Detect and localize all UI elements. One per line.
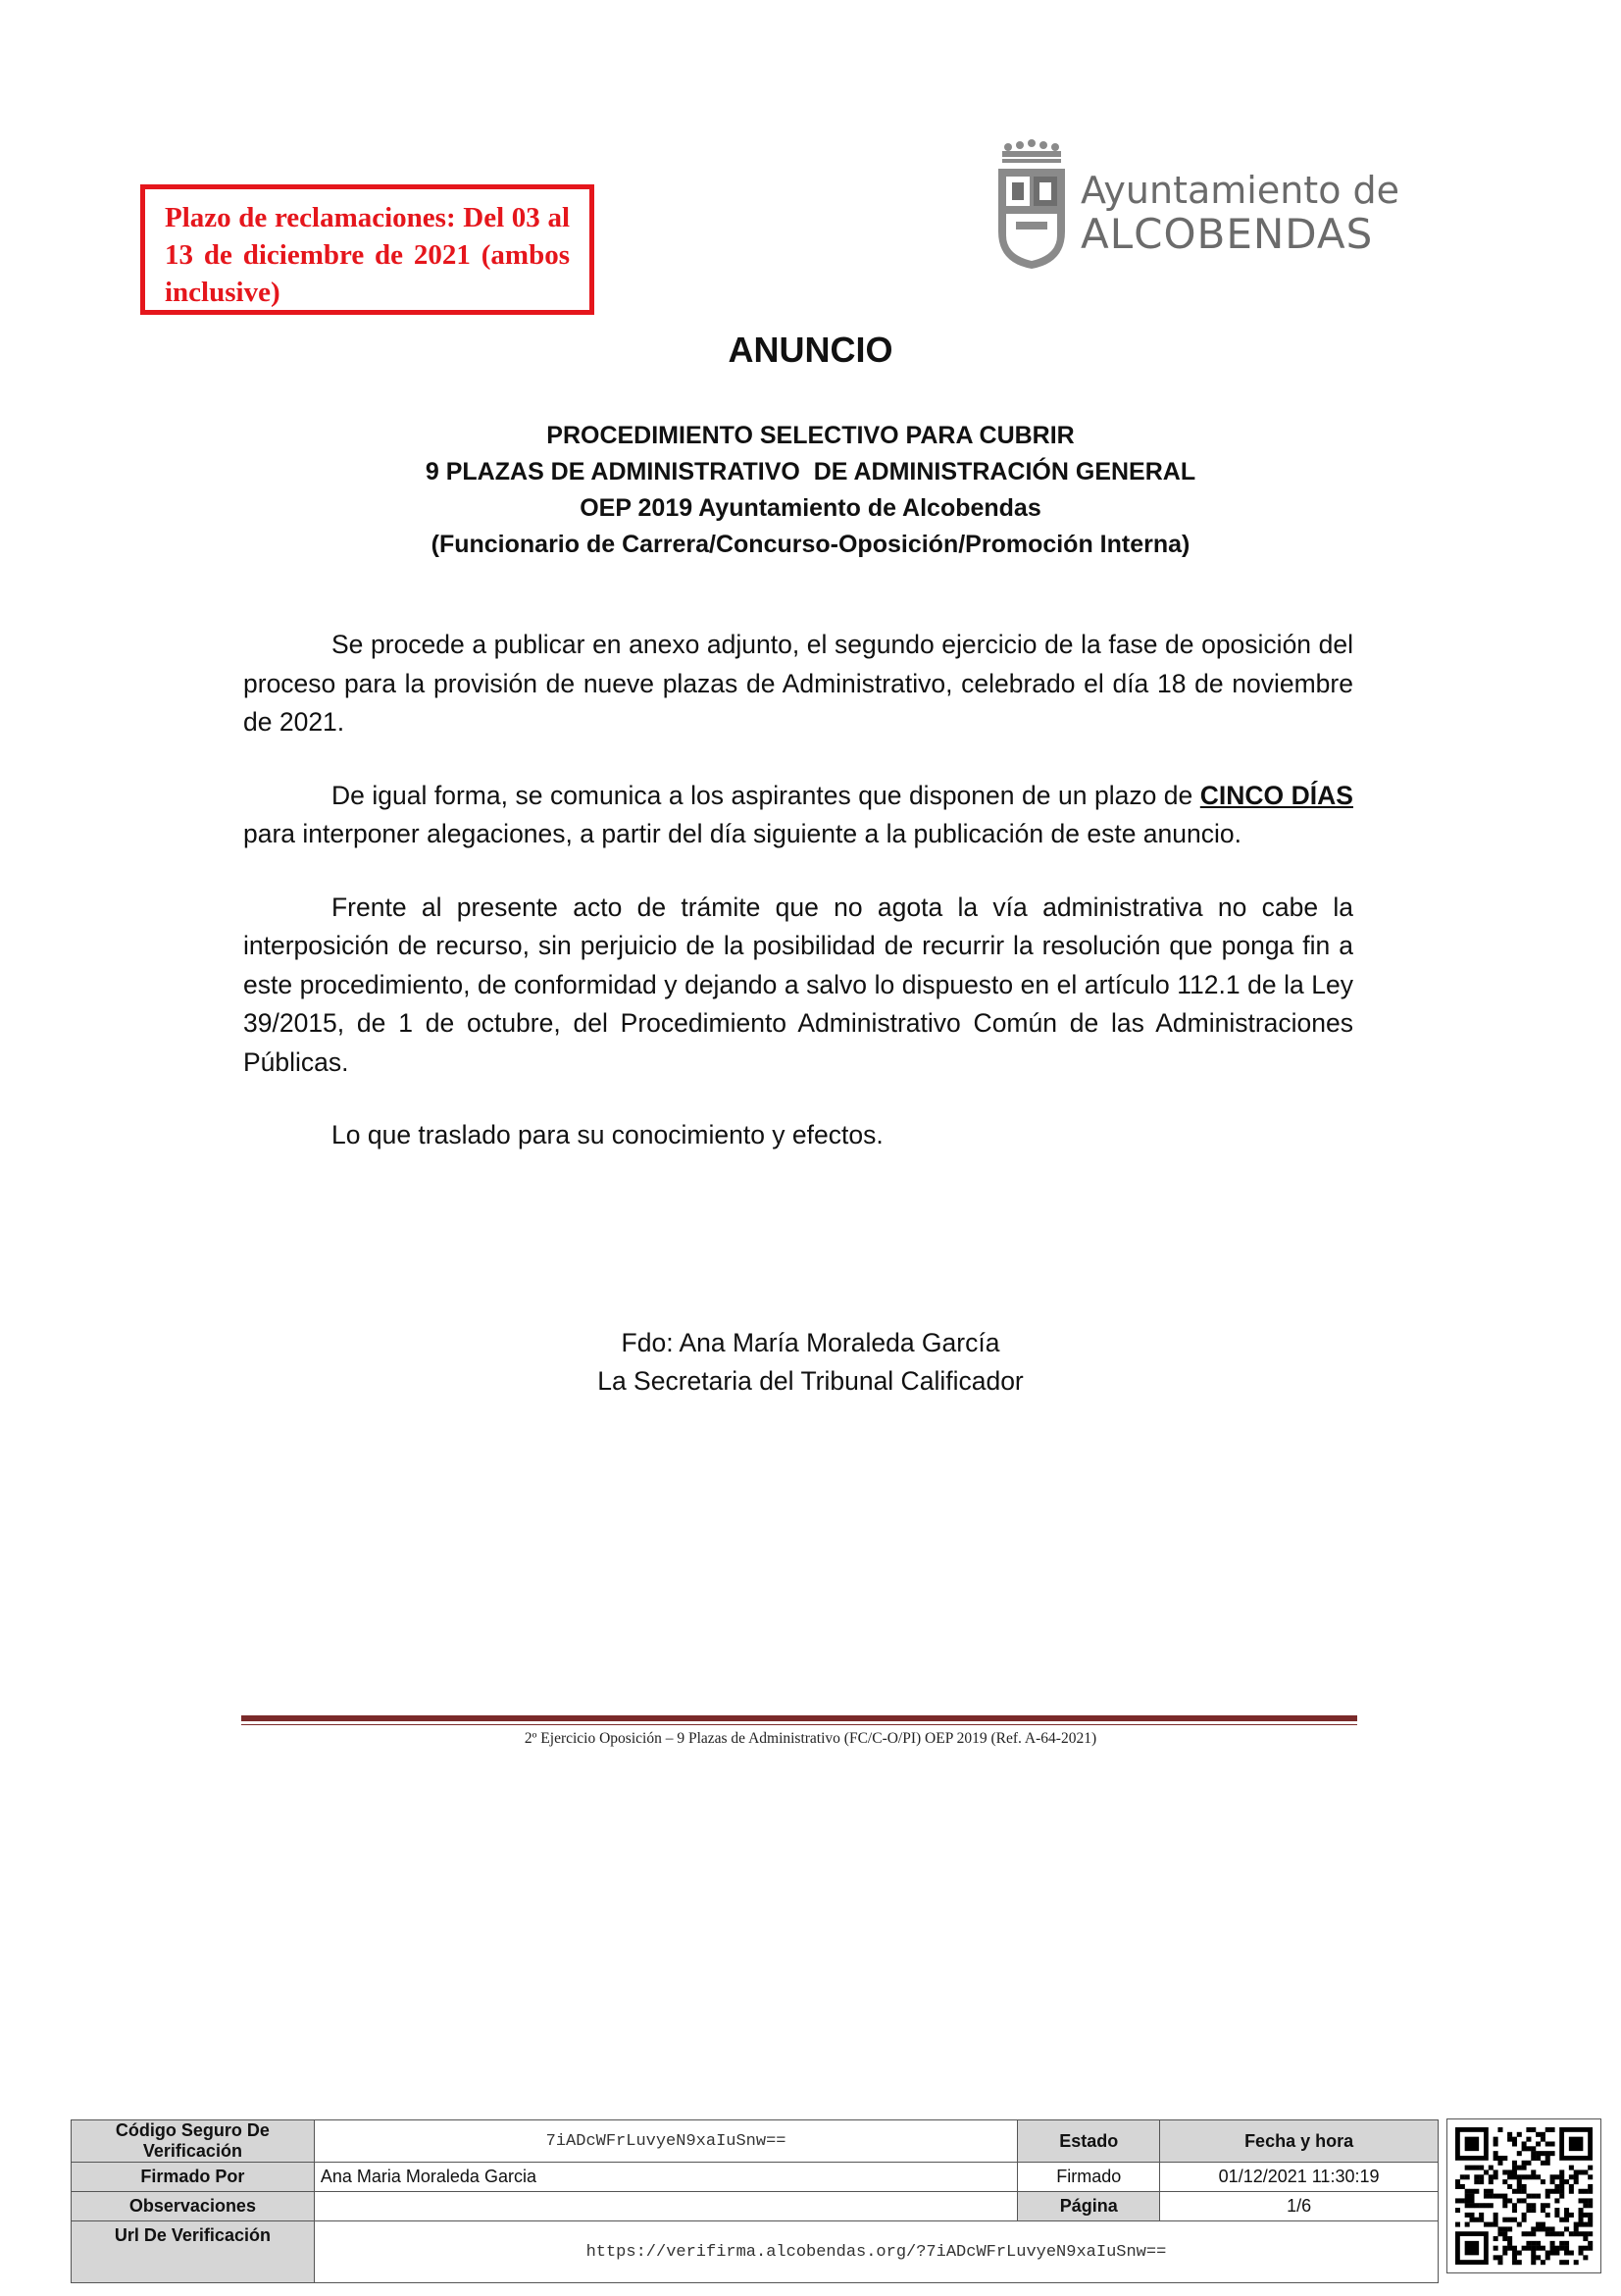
announcement-body — [243, 626, 1353, 1190]
footer-divider-thin — [241, 1724, 1357, 1725]
logo-line-2: ALCOBENDAS — [1081, 210, 1374, 258]
signer-name: Fdo: Ana María Moraleda García — [621, 1328, 1000, 1357]
firmado-label: Firmado Por — [72, 2163, 315, 2192]
estado-label: Estado — [1018, 2120, 1160, 2163]
logo-line-1: Ayuntamiento de — [1081, 169, 1400, 212]
signature-block — [0, 1324, 1621, 1401]
verification-qr-code — [1446, 2118, 1601, 2273]
claims-deadline-notice — [140, 184, 594, 315]
table-row — [72, 2221, 1439, 2283]
table-row — [72, 2192, 1439, 2221]
document-title: ANUNCIO — [728, 330, 893, 370]
notice-text: Plazo de reclamaciones: Del 03 al 13 de diciembre de 2021 (ambos inclusive) — [165, 202, 570, 308]
paragraph-allegations-start: De igual forma, se comunica a los aspirantes que disponen de un plazo de — [331, 780, 1200, 810]
estado-value: Firmado — [1018, 2163, 1160, 2192]
table-row — [72, 2163, 1439, 2192]
fecha-value: 01/12/2021 11:30:19 — [1160, 2163, 1439, 2192]
verification-url[interactable]: https://verifirma.alcobendas.org/?7iADcWFrLuvyeN9xaIuSnw== — [314, 2221, 1438, 2283]
csv-value: 7iADcWFrLuvyeN9xaIuSnw== — [314, 2120, 1017, 2163]
logo-text — [1081, 169, 1399, 257]
paragraph-legal-notice: Frente al presente acto de trámite que no agota la vía administrativa no cabe la interposición de recurso, sin perjuicio de la posibilidad de recurrir la resolución que ponga fin a este procedimiento, de conformidad y dejando a salvo lo dispuesto en el artículo 112.1 de la Ley 39/2015, de 1 de octubre, del Procedimiento Administrativo Común de las Administraciones Públicas. — [243, 892, 1353, 1077]
paragraph-publication: Se procede a publicar en anexo adjunto, el segundo ejercicio de la fase de oposición del proceso para la provisión de nueve plazas de Administrativo, celebrado el día 18 de noviembre de 2021. — [243, 630, 1353, 737]
observaciones-label: Observaciones — [72, 2192, 315, 2221]
signer-role: La Secretaria del Tribunal Calificador — [597, 1366, 1024, 1396]
csv-label: Código Seguro De Verificación — [72, 2120, 315, 2163]
footer-divider — [241, 1715, 1357, 1721]
five-days-emphasis: CINCO DÍAS — [1199, 780, 1353, 810]
pagina-value: 1/6 — [1160, 2192, 1439, 2221]
qr-code-icon — [1447, 2119, 1600, 2272]
coat-of-arms-icon — [990, 137, 1079, 275]
table-row — [72, 2120, 1439, 2163]
observaciones-value — [314, 2192, 1017, 2221]
document-subtitle — [0, 418, 1621, 563]
pagina-label: Página — [1018, 2192, 1160, 2221]
paragraph-allegations-end: para interponer alegaciones, a partir del día siguiente a la publicación de este anuncio. — [243, 819, 1241, 848]
subtitle-line: (Funcionario de Carrera/Concurso-Oposición/Promoción Interna) — [431, 531, 1190, 558]
subtitle-line: 9 PLAZAS DE ADMINISTRATIVO DE ADMINISTRACIÓN GENERAL — [425, 458, 1196, 485]
paragraph-closing: Lo que traslado para su conocimiento y efectos. — [331, 1120, 884, 1149]
firmado-value: Ana Maria Moraleda Garcia — [314, 2163, 1017, 2192]
footer-reference: 2º Ejercicio Oposición – 9 Plazas de Administrativo (FC/C-O/PI) OEP 2019 (Ref. A-64-2021) — [524, 1730, 1097, 1747]
subtitle-line: OEP 2019 Ayuntamiento de Alcobendas — [580, 494, 1041, 522]
paragraph-allegations — [243, 777, 1353, 854]
verification-table — [71, 2119, 1439, 2283]
url-label: Url De Verificación — [72, 2221, 315, 2283]
fecha-label: Fecha y hora — [1160, 2120, 1439, 2163]
subtitle-line: PROCEDIMIENTO SELECTIVO PARA CUBRIR — [546, 422, 1075, 449]
alcobendas-logo — [990, 137, 1400, 275]
